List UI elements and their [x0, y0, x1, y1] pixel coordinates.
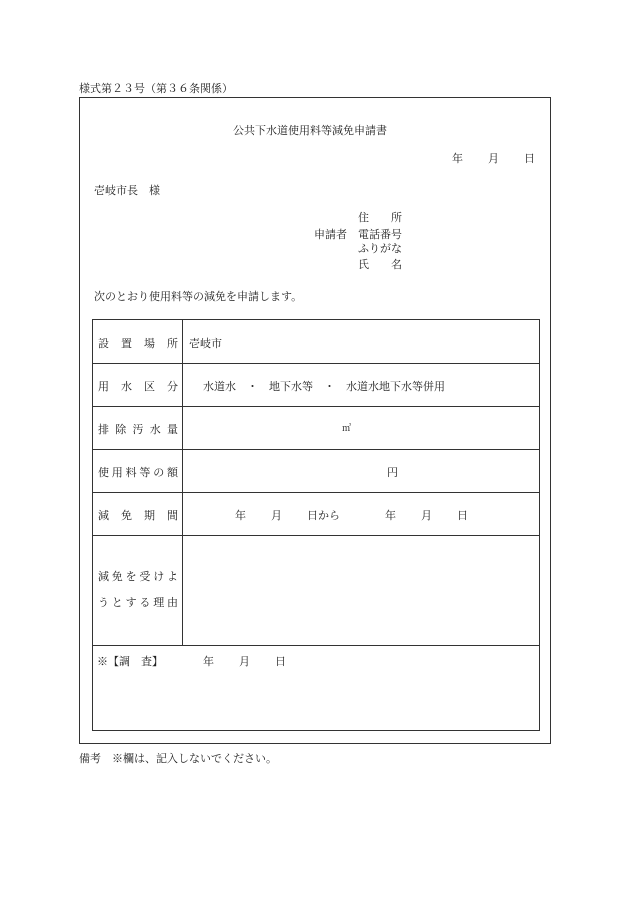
addressee: 壱岐市長 様: [94, 184, 160, 197]
period-day-from: 日から: [307, 509, 340, 522]
period-month-end: 月: [421, 509, 432, 522]
date-month-label: 月: [488, 152, 499, 165]
intro-text: 次のとおり使用料等の減免を申請します。: [94, 290, 303, 303]
date-day-label: 日: [524, 152, 535, 165]
reason-label-line2: うとする理由: [98, 596, 178, 609]
survey-year: 年: [203, 655, 214, 668]
row-divider: [93, 406, 539, 407]
survey-month: 月: [239, 655, 250, 668]
discharge-unit: ㎥: [342, 424, 352, 434]
period-label: 減免期間: [98, 509, 178, 522]
row-divider: [93, 535, 539, 536]
period-year: 年: [235, 509, 246, 522]
document-title: 公共下水道使用料等減免申請書: [233, 124, 387, 137]
fee-unit: 円: [387, 466, 398, 479]
name-label: 氏 名: [358, 258, 402, 271]
reason-label-line1: 減免を受けよ: [98, 570, 178, 583]
date-year-label: 年: [452, 152, 463, 165]
period-month: 月: [271, 509, 282, 522]
location-label: 設置場所: [98, 337, 178, 350]
applicant-role-label: 申請者: [314, 228, 347, 241]
fee-label: 使用料等の額: [98, 466, 178, 479]
column-divider: [182, 320, 183, 645]
footnote: 備考 ※欄は、記入しないでください。: [79, 752, 277, 765]
row-divider: [93, 492, 539, 493]
water-type-options: 水道水 ・ 地下水等 ・ 水道水地下水等併用: [203, 380, 445, 393]
period-day-end: 日: [457, 509, 468, 522]
water-type-label: 用水区分: [98, 380, 178, 393]
row-divider: [93, 449, 539, 450]
application-table: [92, 319, 540, 731]
period-year-end: 年: [385, 509, 396, 522]
phone-label: 電話番号: [358, 228, 402, 241]
row-divider: [93, 645, 539, 646]
location-value: 壱岐市: [189, 337, 222, 350]
row-divider: [93, 363, 539, 364]
address-label: 住 所: [358, 211, 402, 224]
discharge-label: 排除汚水量: [98, 423, 178, 436]
survey-day: 日: [275, 655, 286, 668]
survey-label: ※【調 査】: [97, 655, 163, 668]
form-code: 様式第２３号（第３６条関係）: [79, 82, 233, 95]
furigana-label: ふりがな: [358, 242, 402, 255]
